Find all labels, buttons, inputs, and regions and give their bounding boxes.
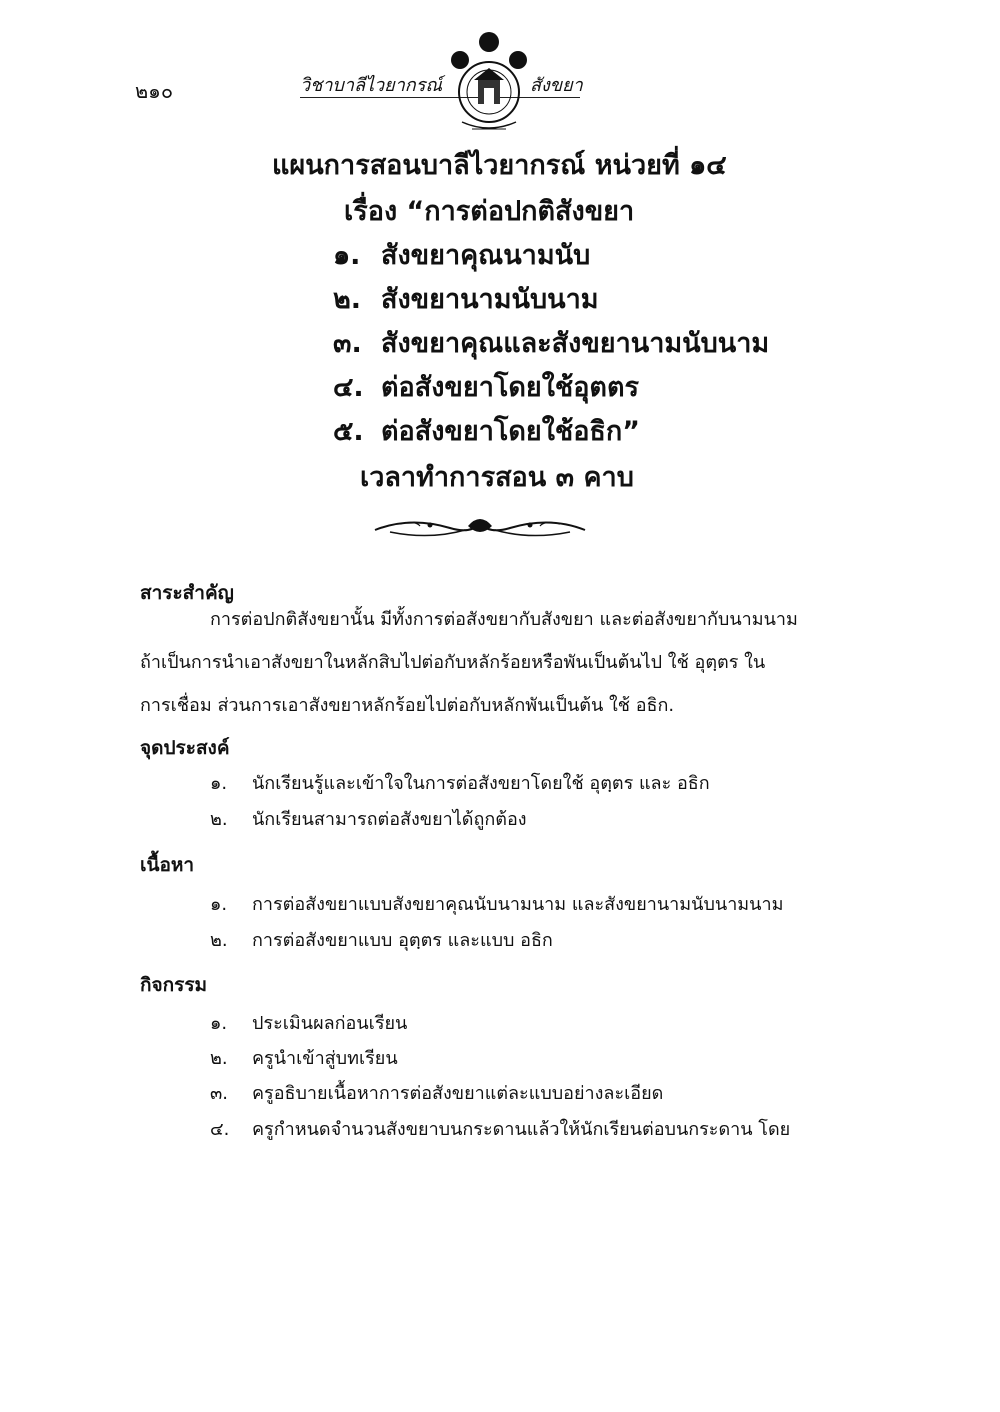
lesson-subject: เรื่อง “การต่อปกติสังขยา xyxy=(344,196,635,227)
list-item-text: การต่อสังขยาแบบสังขยาคุณนับนามนาม และสังขยานามนับนามนาม xyxy=(252,894,784,915)
list-item xyxy=(210,768,710,797)
topic-number: ๔. xyxy=(333,372,364,403)
list-item-text: ประเมินผลก่อนเรียน xyxy=(252,1013,408,1034)
section-heading-concept: สาระสำคัญ xyxy=(140,582,234,604)
list-item-text: ครูนำเข้าสู่บทเรียน xyxy=(252,1048,398,1069)
list-item xyxy=(210,1078,663,1107)
list-item-number: ๒. xyxy=(210,809,228,830)
header-chapter-title: สังขยา xyxy=(530,75,583,96)
list-item-text: ครูอธิบายเนื้อหาการต่อสังขยาแต่ละแบบอย่างละเอียด xyxy=(252,1083,664,1104)
teaching-time: เวลาทำการสอน ๓ คาบ xyxy=(360,462,634,493)
section-heading-content: เนื้อหา xyxy=(140,854,195,876)
list-item-text: การต่อสังขยาแบบ อุตฺตร และแบบ อธิก xyxy=(252,930,553,951)
decorative-flourish xyxy=(370,510,590,546)
paragraph-line: การต่อปกติสังขยานั้น มีทั้งการต่อสังขยากับสังขยา และต่อสังขยากับนามนาม xyxy=(210,609,798,630)
topic-number: ๒. xyxy=(333,284,362,315)
list-item-number: ๒. xyxy=(210,930,228,951)
page-number: ๒๑๐ xyxy=(135,79,174,103)
list-item xyxy=(210,1114,790,1143)
list-item-text: นักเรียนสามารถต่อสังขยาได้ถูกต้อง xyxy=(252,809,527,830)
lesson-plan-title: แผนการสอนบาลีไวยากรณ์ หน่วยที่ ๑๔ xyxy=(272,150,727,181)
topic-text: สังขยานามนับนาม xyxy=(381,284,599,315)
section-heading-activities: กิจกรรม xyxy=(140,974,208,996)
list-item xyxy=(210,804,527,833)
topic-text: สังขยาคุณนามนับ xyxy=(381,240,591,271)
paragraph-line: ถ้าเป็นการนำเอาสังขยาในหลักสิบไปต่อกับหลักร้อยหรือพันเป็นต้นไป ใช้ อุตฺตร ใน xyxy=(140,652,766,673)
paragraph-line: การเชื่อม ส่วนการเอาสังขยาหลักร้อยไปต่อกับหลักพันเป็นต้น ใช้ อธิก. xyxy=(140,695,675,716)
topic-text: ต่อสังขยาโดยใช้อุตตร xyxy=(381,372,640,403)
topic-text: สังขยาคุณและสังขยานามนับนาม xyxy=(381,328,770,359)
topic-number: ๑. xyxy=(333,240,361,271)
list-item xyxy=(210,1043,398,1072)
list-item-number: ๔. xyxy=(210,1119,230,1140)
list-item-number: ๒. xyxy=(210,1048,228,1069)
topic-text: ต่อสังขยาโดยใช้อธิก” xyxy=(381,416,641,447)
topic-item xyxy=(333,418,640,445)
list-item-number: ๑. xyxy=(210,773,228,794)
section-heading-objectives: จุดประสงค์ xyxy=(140,737,230,759)
topic-item xyxy=(333,374,639,401)
topic-item xyxy=(333,242,590,269)
list-item-number: ๓. xyxy=(210,1083,229,1104)
list-item xyxy=(210,889,783,918)
list-item xyxy=(210,925,553,954)
list-item-number: ๑. xyxy=(210,1013,228,1034)
list-item-number: ๑. xyxy=(210,894,228,915)
topic-item xyxy=(333,330,769,357)
list-item-text: ครูกำหนดจำนวนสังขยาบนกระดานแล้วให้นักเรียนต่อบนกระดาน โดย xyxy=(252,1119,791,1140)
topic-number: ๓. xyxy=(333,328,362,359)
topic-item xyxy=(333,286,599,313)
list-item xyxy=(210,1008,407,1037)
concept-paragraph xyxy=(140,598,840,727)
header-course-title: วิชาบาลีไวยากรณ์ xyxy=(300,75,443,96)
institution-seal-logo xyxy=(444,30,534,140)
list-item-text: นักเรียนรู้และเข้าใจในการต่อสังขยาโดยใช้ อุตฺตร และ อธิก xyxy=(252,773,710,794)
topic-number: ๕. xyxy=(333,416,364,447)
header-rule xyxy=(300,97,580,98)
